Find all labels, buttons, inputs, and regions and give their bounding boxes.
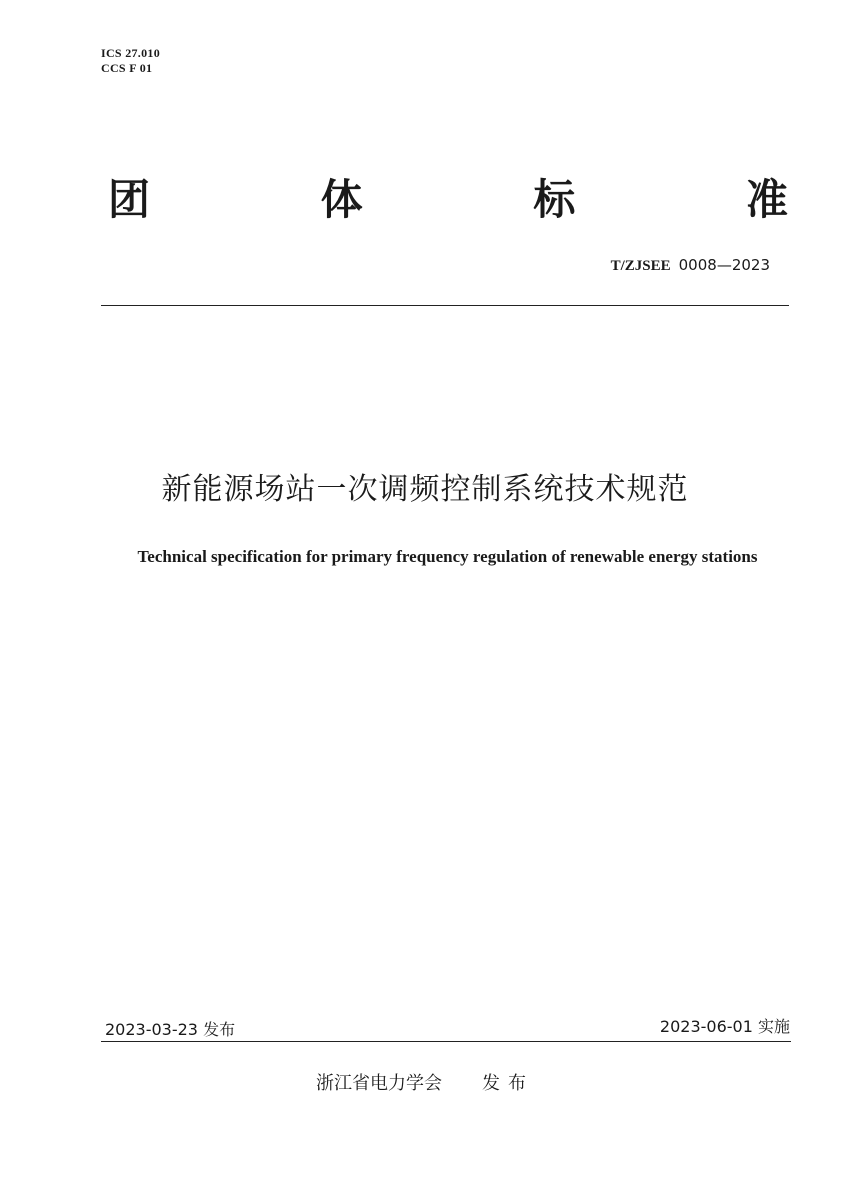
standard-number [611, 256, 770, 275]
document-type-char: 体 [320, 175, 363, 224]
ccs-code: CCS F 01 [101, 61, 153, 75]
top-divider [101, 305, 789, 306]
document-type-char: 准 [745, 175, 788, 224]
document-type-char: 团 [108, 175, 151, 224]
title-english: Technical specification for primary frequency regulation of renewable energy stations [137, 547, 758, 566]
bottom-divider [101, 1041, 791, 1042]
document-type-heading [108, 174, 788, 226]
publisher-name: 浙江省电力学会 [316, 1073, 442, 1094]
ics-code: ICS 27.010 [101, 46, 161, 60]
standard-code: 0008—2023 [678, 256, 770, 274]
issue-date: 2023-03-23 发布 [105, 1020, 236, 1039]
title-chinese: 新能源场站一次调频控制系统技术规范 [161, 472, 689, 507]
publisher-label: 发布 [482, 1073, 534, 1094]
effective-date: 2023-06-01 实施 [659, 1017, 790, 1036]
standard-prefix: T/ZJSEE [610, 258, 671, 274]
document-type-char: 标 [533, 175, 576, 224]
publisher-line [0, 1069, 850, 1095]
classification-codes [101, 46, 160, 76]
